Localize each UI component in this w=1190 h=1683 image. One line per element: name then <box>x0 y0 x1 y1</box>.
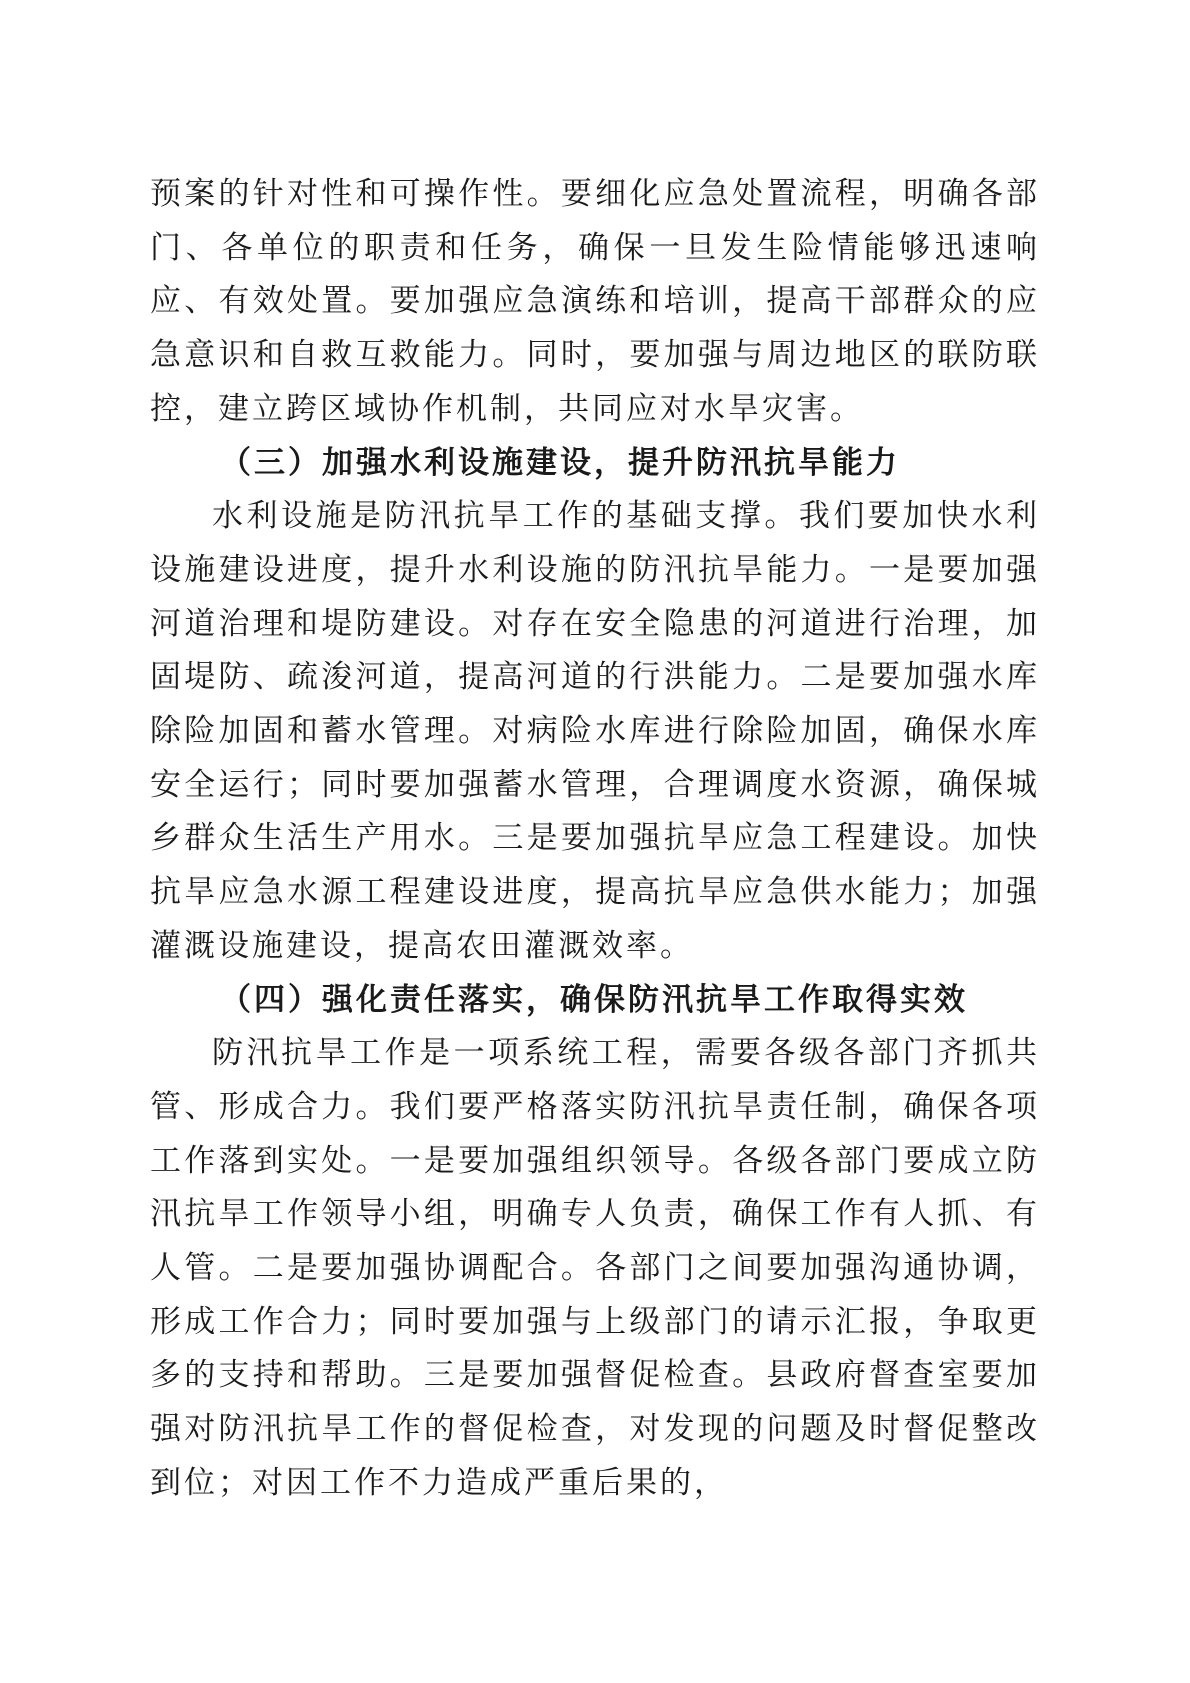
paragraph-water-facilities: 水利设施是防汛抗旱工作的基础支撑。我们要加快水利设施建设进度，提升水利设施的防汛抗旱能力。一是要加强河道治理和堤防建设。对存在安全隐患的河道进行治理，加固堤防、疏浚河道，提高河道的行洪能力。二是要加强水库除险加固和蓄水管理。对病险水库进行除险加固，确保水库安全运行；同时要加强蓄水管理，合理调度水资源，确保城乡群众生活生产用水。三是要加强抗旱应急工程建设。加快抗旱应急水源工程建设进度，提高抗旱应急供水能力；加强灌溉设施建设，提高农田灌溉效率。 <box>150 498 1040 964</box>
document-body <box>150 168 1040 1511</box>
paragraph-continuation: 预案的针对性和可操作性。要细化应急处置流程，明确各部门、各单位的职责和任务，确保一旦发生险情能够迅速响应、有效处置。要加强应急演练和培训，提高干部群众的应急意识和自救互救能力。同时，要加强与周边地区的联防联控，建立跨区域协作机制，共同应对水旱灾害。 <box>150 176 1040 427</box>
paragraph-responsibility: 防汛抗旱工作是一项系统工程，需要各级各部门齐抓共管、形成合力。我们要严格落实防汛抗旱责任制，确保各项工作落到实处。一是要加强组织领导。各级各部门要成立防汛抗旱工作领导小组，明确专人负责，确保工作有人抓、有人管。二是要加强协调配合。各部门之间要加强沟通协调，形成工作合力；同时要加强与上级部门的请示汇报，争取更多的支持和帮助。三是要加强督促检查。县政府督查室要加强对防汛抗旱工作的督促检查，对发现的问题及时督促整改到位；对因工作不力造成严重后果的， <box>150 1035 1040 1501</box>
section-heading-3: （三）加强水利设施建设，提升防汛抗旱能力 <box>220 444 900 481</box>
section-heading-4: （四）强化责任落实，确保防汛抗旱工作取得实效 <box>220 981 968 1018</box>
